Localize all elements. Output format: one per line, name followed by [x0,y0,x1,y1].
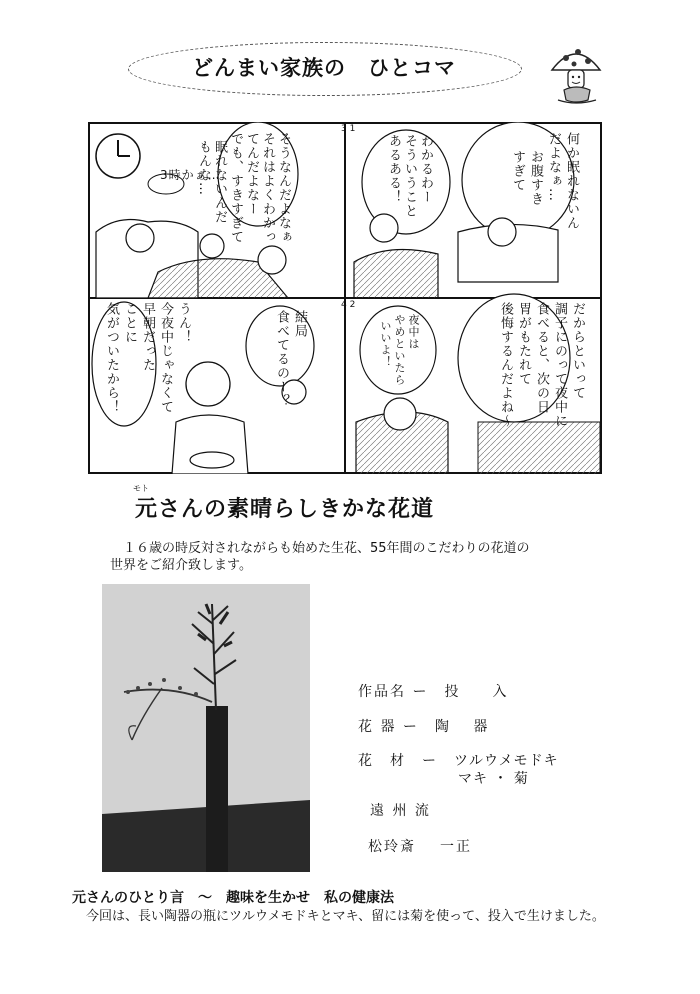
comic-panel2-speech-a3: あるある！ [386,134,401,204]
detail-school: 遠 州 流 [370,803,431,819]
comic-panel4-speech-a2: やめといたら [393,314,406,386]
comic-panel2-speech-b2: だよなぁ… [546,132,561,202]
comic-panel4-speech-a1: 夜中は [407,314,420,350]
comic-panel1-speech-1: そうなんだよなぁ [276,132,291,244]
intro-paragraph [110,540,580,574]
title-furigana: モト [133,484,149,493]
comic-panel4-speech-b5: 後悔するんだよね〜 [498,302,513,428]
comic-panel2-speech-b3: お腹すき [528,150,543,206]
comic-panel1-speech-4: でも、すきすぎて [228,132,243,244]
comic-panel3-speech-a2: 今夜中じゃなくて [158,302,173,414]
intro-line-1: １６歳の時反対されながらも始めた生花、55年間のこだわりの花道の [110,541,530,556]
comic-panel3-speech-b2: 食べてるのー？ [274,310,289,408]
comic-panel-numbers-top: 3 1 [341,124,356,134]
mushroom-mascot-icon [548,44,604,106]
comic-panel3-speech-a3: 早朝だった [140,302,155,372]
comic-panel1-speech-6: もんな… [196,140,211,196]
ikebana-photo [102,584,310,872]
page-title: どんまい家族の ひとコマ [192,56,456,80]
intro-line-2: 世界をご紹介致します。 [110,558,252,573]
detail-material-label: 花 材 ー [358,753,438,769]
detail-vessel: 花 器 ー 陶 器 [358,719,490,735]
comic-panel-numbers-bottom: 4 2 [341,300,356,310]
comic-panel4-speech-b1: だからといって [570,302,585,400]
comic-panel4-speech-a3: いいよ！ [379,320,392,368]
comic-panel3-speech-a1: うん！ [176,302,191,344]
comic-panel1-speech-3: てんだよなー [244,132,259,216]
detail-artist-name: 一正 [440,839,472,855]
comic-panel4-speech-b3: 食べると、次の日 [534,302,549,414]
comic-panel2-speech-a2: そういうこと [402,134,417,218]
comic-panel4-speech-b4: 胃がもたれて [516,302,531,386]
clock-icon [96,134,140,178]
comic-panel4-speech-b2: 調子にのって夜中に [552,302,567,428]
comic-panel3-speech-b1: 結局 [292,310,307,338]
comic-panel1-time-note: 3時かぁ… [160,168,221,182]
detail-material-2: マキ ・ 菊 [458,771,529,787]
comic-panel2-speech-b1: 何か眠れないん [564,132,579,230]
detail-work-name: 作品名 ー 投 入 [358,684,509,700]
comic-panel2-speech-a1: わかるわー [418,134,433,204]
detail-material-1: ツルウメモドキ [454,753,559,769]
section-title: 元さんの素晴らしきかな花道 [135,497,435,522]
detail-artist-label: 松玲斎 [368,839,416,855]
comic-panel1-speech-5: 眠れないんだ [212,140,227,224]
footer-text: 今回は、長い陶器の瓶にツルウメモドキとマキ、留には菊を使って、投入で生けました。 [86,909,605,924]
comic-panel3-speech-a5: 気がついたから！ [104,302,119,414]
footer-title: 元さんのひとり言 ～ 趣味を生かせ 私の健康法 [72,890,394,906]
comic-panel2-speech-b4: すぎて [510,150,525,192]
comic-panel3-speech-a4: ことに [122,302,137,344]
comic-panel1-speech-2: それはよくわかっ [260,132,275,244]
